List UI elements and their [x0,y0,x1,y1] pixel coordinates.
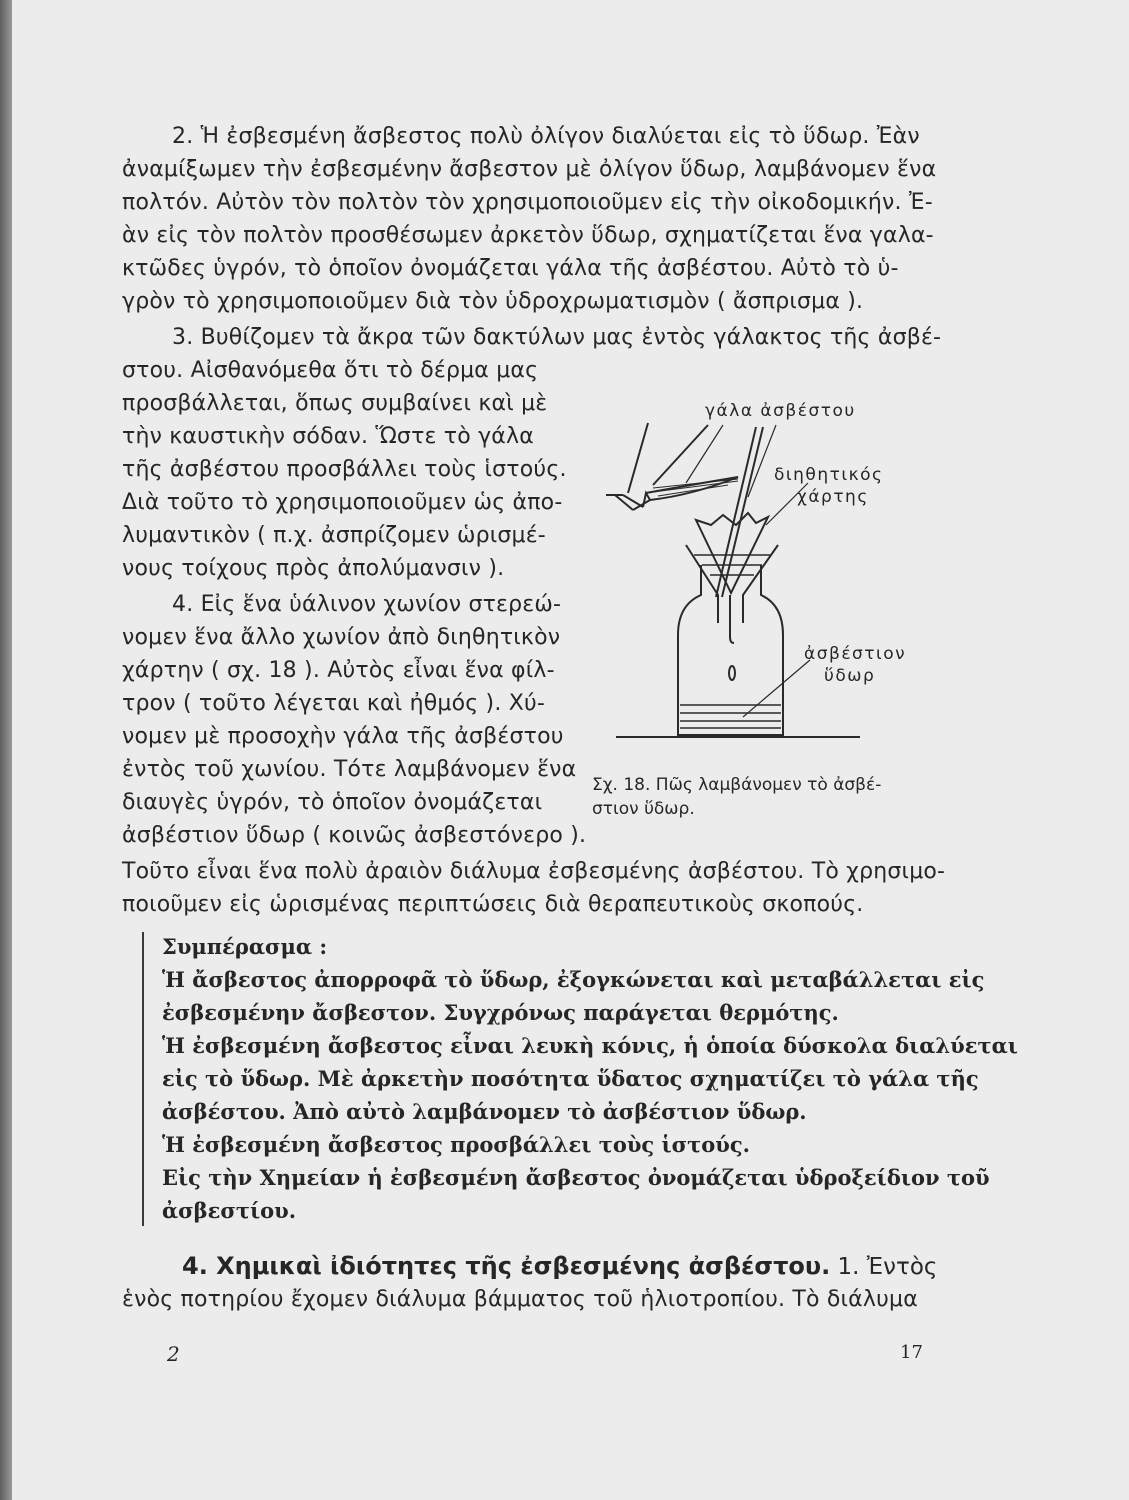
para4-line6: ἐντὸς τοῦ χωνίου. Τότε λαμβάνομεν ἕνα [122,757,577,782]
beaker-wall-left [628,423,648,493]
conclusion-line4: εἰς τὸ ὕδωρ. Μὲ ἀρκετὴν ποσότητα ὕδατος σχηματίζει τὸ γάλα τῆς [162,1066,979,1091]
para4-line8: ἀσβέστιον ὕδωρ ( κοινῶς ἀσβεστόνερο ). [122,823,587,848]
para2-line4: ὰν εἰς τὸν πολτὸν προσθέσωμεν ἀρκετὸν ὕδωρ, σχηματίζεται ἕνα γαλα- [122,223,934,248]
leader-water [743,660,810,717]
para3-line6: Διὰ τοῦτο τὸ χρησιμοποιοῦμεν ὡς ἀπο- [122,490,563,515]
drop [729,666,735,680]
para4-line2: νομεν ἕνα ἄλλο χωνίον ἀπὸ διηθητικὸν [122,625,561,650]
section4-line2: ἑνὸς ποτηρίου ἔχομεν διάλυμα βάμματος τοῦ ἡλιοτροπίου. Τὸ διάλυμα [122,1287,918,1312]
para3-line7: λυμαντικὸν ( π.χ. ἀσπρίζομεν ὡρισμέ- [122,523,546,548]
conclusion-line7: Εἰς τὴν Χημείαν ἡ ἐσβεσμένη ἄσβεστος ὀνομάζεται ὑδροξείδιον τοῦ [162,1165,990,1190]
section4-heading [182,1250,937,1284]
label-lime-water-2: ὕδωρ [824,666,876,686]
glass-rod [716,427,756,597]
conclusion-title: Συμπέρασμα : [162,934,328,959]
para3-line4: τὴν καυστικὴν σόδαν. Ὥστε τὸ γάλα [122,424,534,449]
section4-heading-tail: 1. Ἐντὸς [830,1254,938,1280]
para2-line5: κτῶδες ὑγρόν, τὸ ὁποῖον ὀνομάζεται γάλα τῆς ἀσβέστου. Αὐτὸ τὸ ὑ- [122,256,899,281]
conclusion-line6: Ἡ ἐσβεσμένη ἄσβεστος προσβάλλει τοὺς ἱστούς. [162,1132,750,1157]
caption-line1: Σχ. 18. Πῶς λαμβάνομεν τὸ ἀσβέ- [592,775,882,795]
para3-line3: προσβάλλεται, ὅπως συμβαίνει καὶ μὲ [122,391,548,416]
figure-18-filtration-diagram [598,405,888,750]
para4-line5: νομεν μὲ προσοχὴν γάλα τῆς ἀσβέστου [122,724,564,749]
para2-line6: γρὸν τὸ χρησιμοποιοῦμεν διὰ τὸν ὑδροχρωματισμὸν ( ἄσπρισμα ). [122,289,864,314]
para3-line8: νους τοίχους πρὸς ἀπολύμανσιν ). [122,556,505,581]
para3-line1: 3. Βυθίζομεν τὰ ἄκρα τῶν δακτύλων μας ἐντὸς γάλακτος τῆς ἀσβέ- [172,325,942,350]
label-milk-of-lime: γάλα ἀσβέστου [705,401,856,421]
conclusion-line8: ἀσβεστίου. [162,1198,297,1223]
conclusion-line1: Ἡ ἄσβεστος ἀπορροφᾶ τὸ ὕδωρ, ἐξογκώνεται καὶ μεταβάλλεται εἰς [162,967,985,992]
leader-milk [686,425,723,483]
page-number: 17 [900,1342,923,1363]
filtrate-stream [730,595,734,643]
label-filter-paper-1: διηθητικός [774,465,884,485]
figure-caption [592,773,881,821]
book-page [12,0,1129,1500]
para4-line3: χάρτην ( σχ. 18 ). Αὐτὸς εἶναι ἕνα φίλ- [122,658,555,683]
label-filter-paper-2: χάρτης [797,487,869,507]
signature-mark: 2 [167,1342,180,1366]
para4-tail-line2: ποιοῦμεν εἰς ὡρισμένας περιπτώσεις διὰ θεραπευτικοὺς σκοπούς. [122,892,864,917]
conclusion-rule [142,932,144,1226]
conclusion-line5: ἀσβέστου. Ἀπὸ αὐτὸ λαμβάνομεν τὸ ἀσβέστιον ὕδωρ. [162,1099,807,1124]
caption-line2: στιον ὕδωρ. [592,799,695,819]
para4-line1: 4. Εἰς ἕνα ὑάλινον χωνίον στερεώ- [172,592,562,617]
para3-line5: τῆς ἀσβέστου προσβάλλει τοὺς ἱστούς. [122,457,567,482]
para4-line4: τρον ( τοῦτο λέγεται καὶ ἠθμός ). Χύ- [122,691,546,716]
para2-line3: πολτόν. Αὐτὸν τὸν πολτὸν τὸν χρησιμοποιοῦμεν εἰς τὴν οἰκοδομικήν. Ἐ- [122,190,933,215]
conclusion-line3: Ἡ ἐσβεσμένη ἄσβεστος εἶναι λευκὴ κόνις, ἡ ὁποία δύσκολα διαλύεται [162,1033,1018,1058]
para2-line2: ἀναμίξωμεν τὴν ἐσβεσμένην ἄσβεστον μὲ ὀλίγον ὕδωρ, λαμβάνομεν ἕνα [122,157,937,182]
para2-line1: 2. Ἡ ἐσβεσμένη ἄσβεστος πολὺ ὀλίγον διαλύεται εἰς τὸ ὕδωρ. Ἐὰν [172,124,920,149]
label-lime-water-1: ἀσβέστιον [804,644,907,664]
page-binding-edge [0,0,12,1500]
para3-line2: στου. Αἰσθανόμεθα ὅτι τὸ δέρμα μας [122,358,539,383]
para4-line7: διαυγὲς ὑγρόν, τὸ ὁποῖον ὀνομάζεται [122,790,543,815]
section4-heading-bold: 4. Χημικαὶ ἰδιότητες τῆς ἐσβεσμένης ἀσβέστου. [182,1252,831,1280]
conclusion-line2: ἐσβεσμένην ἄσβεστον. Συγχρόνως παράγεται θερμότης. [162,1000,839,1025]
beaker-wall-right [653,425,708,485]
para4-tail-line1: Τοῦτο εἶναι ἕνα πολὺ ἀραιὸν διάλυμα ἐσβεσμένης ἀσβέστου. Τὸ χρησιμο- [122,859,946,884]
